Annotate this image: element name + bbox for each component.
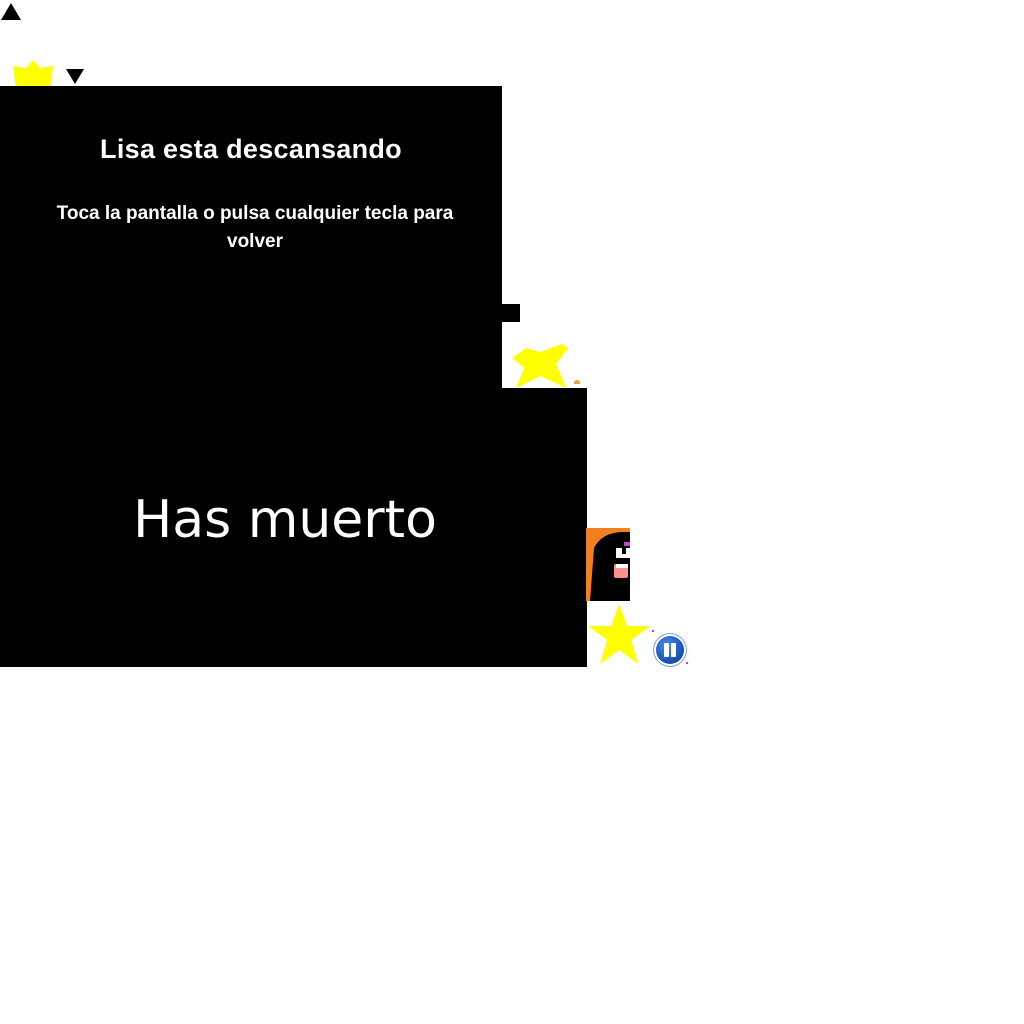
scroll-down-icon[interactable] xyxy=(66,69,84,84)
star-icon xyxy=(510,342,572,388)
sparkle xyxy=(652,630,654,632)
player-character xyxy=(586,528,630,601)
rest-title: Lisa esta descansando xyxy=(100,134,402,164)
pause-icon xyxy=(664,643,669,657)
pause-button[interactable] xyxy=(654,634,686,666)
star-icon xyxy=(586,602,652,666)
sparkle xyxy=(686,662,688,664)
rest-subtitle: Toca la pantalla o pulsa cualquier tecla para volver xyxy=(56,203,454,252)
coin-fragment xyxy=(574,380,580,384)
rest-overlay-tab xyxy=(500,304,520,322)
scroll-up-icon[interactable] xyxy=(1,3,21,20)
pause-icon xyxy=(671,643,676,657)
death-message: Has muerto xyxy=(133,490,437,550)
